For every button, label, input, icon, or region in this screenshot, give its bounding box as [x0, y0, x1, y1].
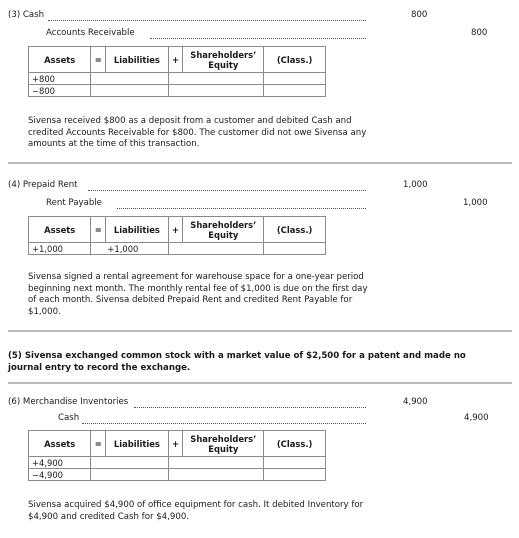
assets-cell: −800: [29, 85, 91, 97]
leader-dots: [150, 37, 366, 39]
plus-sign: +: [168, 431, 183, 457]
credit-account: Rent Payable: [46, 198, 102, 208]
entry-narrative: Sivensa signed a rental agreement for warehouse space for a one-year period beginning next month. The monthly rental fee of $1,000 is due on the first day of each month. Sivensa debited Prepaid Rent and credited Rent Payable for $1,000.: [28, 272, 368, 317]
equals-sign: =: [91, 47, 106, 73]
entry-narrative: Sivensa received $800 as a deposit from a customer and debited Cash and credited Accounts Receivable for $800. The customer did not owe Sivensa any amounts at the time of this transaction.: [28, 116, 367, 149]
class-header: (Class.): [264, 217, 326, 243]
section-divider: [8, 382, 512, 384]
plus-sign: +: [168, 217, 183, 243]
class-header: (Class.): [264, 431, 326, 457]
assets-cell: +4,900: [29, 457, 91, 469]
class-cell: [264, 85, 326, 97]
entry-narrative: Sivensa acquired $4,900 of office equipment for cash. It debited Inventory for $4,900 and credited Cash for $4,900.: [28, 500, 364, 522]
equity-header: Shareholders’ Equity: [183, 217, 264, 243]
leader-dots: [134, 406, 366, 408]
debit-amount: 4,900: [403, 397, 428, 407]
equals-sign: =: [91, 217, 106, 243]
debit-amount: 800: [411, 10, 428, 20]
debit-line: [8, 180, 80, 190]
class-cell: [264, 73, 326, 85]
section-divider: [8, 162, 512, 164]
class-cell: [264, 243, 326, 255]
assets-header: Assets: [29, 431, 91, 457]
debit-amount: 1,000: [403, 180, 428, 190]
table-row: [29, 73, 326, 85]
equity-cell: [168, 73, 264, 85]
table-row: [29, 457, 326, 469]
accounting-equation-table: [28, 430, 326, 481]
leader-dots: [88, 189, 366, 191]
assets-cell: +800: [29, 73, 91, 85]
assets-header: Assets: [29, 47, 91, 73]
liabilities-cell: [91, 469, 168, 481]
debit-account: (4) Prepaid Rent: [8, 180, 78, 190]
liabilities-header: Liabilities: [106, 47, 168, 73]
liabilities-header: Liabilities: [106, 217, 168, 243]
table-row: [29, 469, 326, 481]
liabilities-cell: +1,000: [91, 243, 168, 255]
equals-sign: =: [91, 431, 106, 457]
accounting-equation-table: [28, 46, 326, 97]
class-header: (Class.): [264, 47, 326, 73]
assets-cell: −4,900: [29, 469, 91, 481]
equity-cell: [168, 457, 264, 469]
class-cell: [264, 457, 326, 469]
equity-header: Shareholders’ Equity: [183, 431, 264, 457]
section-divider: [8, 330, 512, 332]
equity-cell: [168, 469, 264, 481]
credit-amount: 4,900: [464, 413, 489, 423]
leader-dots: [48, 19, 366, 21]
equity-cell: [168, 85, 264, 97]
credit-line: [58, 413, 81, 423]
class-cell: [264, 469, 326, 481]
liabilities-header: Liabilities: [106, 431, 168, 457]
credit-amount: 1,000: [463, 198, 488, 208]
plus-sign: +: [168, 47, 183, 73]
assets-header: Assets: [29, 217, 91, 243]
accounting-equation-table: [28, 216, 326, 255]
leader-dots: [117, 207, 366, 209]
liabilities-cell: [91, 73, 168, 85]
debit-line: [8, 10, 46, 20]
table-row: [29, 243, 326, 255]
credit-account: Accounts Receivable: [46, 28, 135, 38]
equity-cell: [168, 243, 264, 255]
liabilities-cell: [91, 457, 168, 469]
entry-5-narrative: (5) Sivensa exchanged common stock with a market value of $2,500 for a patent and made no journal entry to record the exchange.: [8, 351, 466, 373]
credit-line: [46, 28, 137, 38]
table-row: [29, 85, 326, 97]
credit-amount: 800: [471, 28, 488, 38]
credit-line: [46, 198, 104, 208]
debit-line: [8, 397, 130, 407]
debit-account: (6) Merchandise Inventories: [8, 397, 129, 407]
assets-cell: +1,000: [29, 243, 91, 255]
leader-dots: [82, 422, 366, 424]
debit-account: (3) Cash: [8, 10, 45, 20]
equity-header: Shareholders’ Equity: [183, 47, 264, 73]
credit-account: Cash: [58, 413, 80, 423]
liabilities-cell: [91, 85, 168, 97]
